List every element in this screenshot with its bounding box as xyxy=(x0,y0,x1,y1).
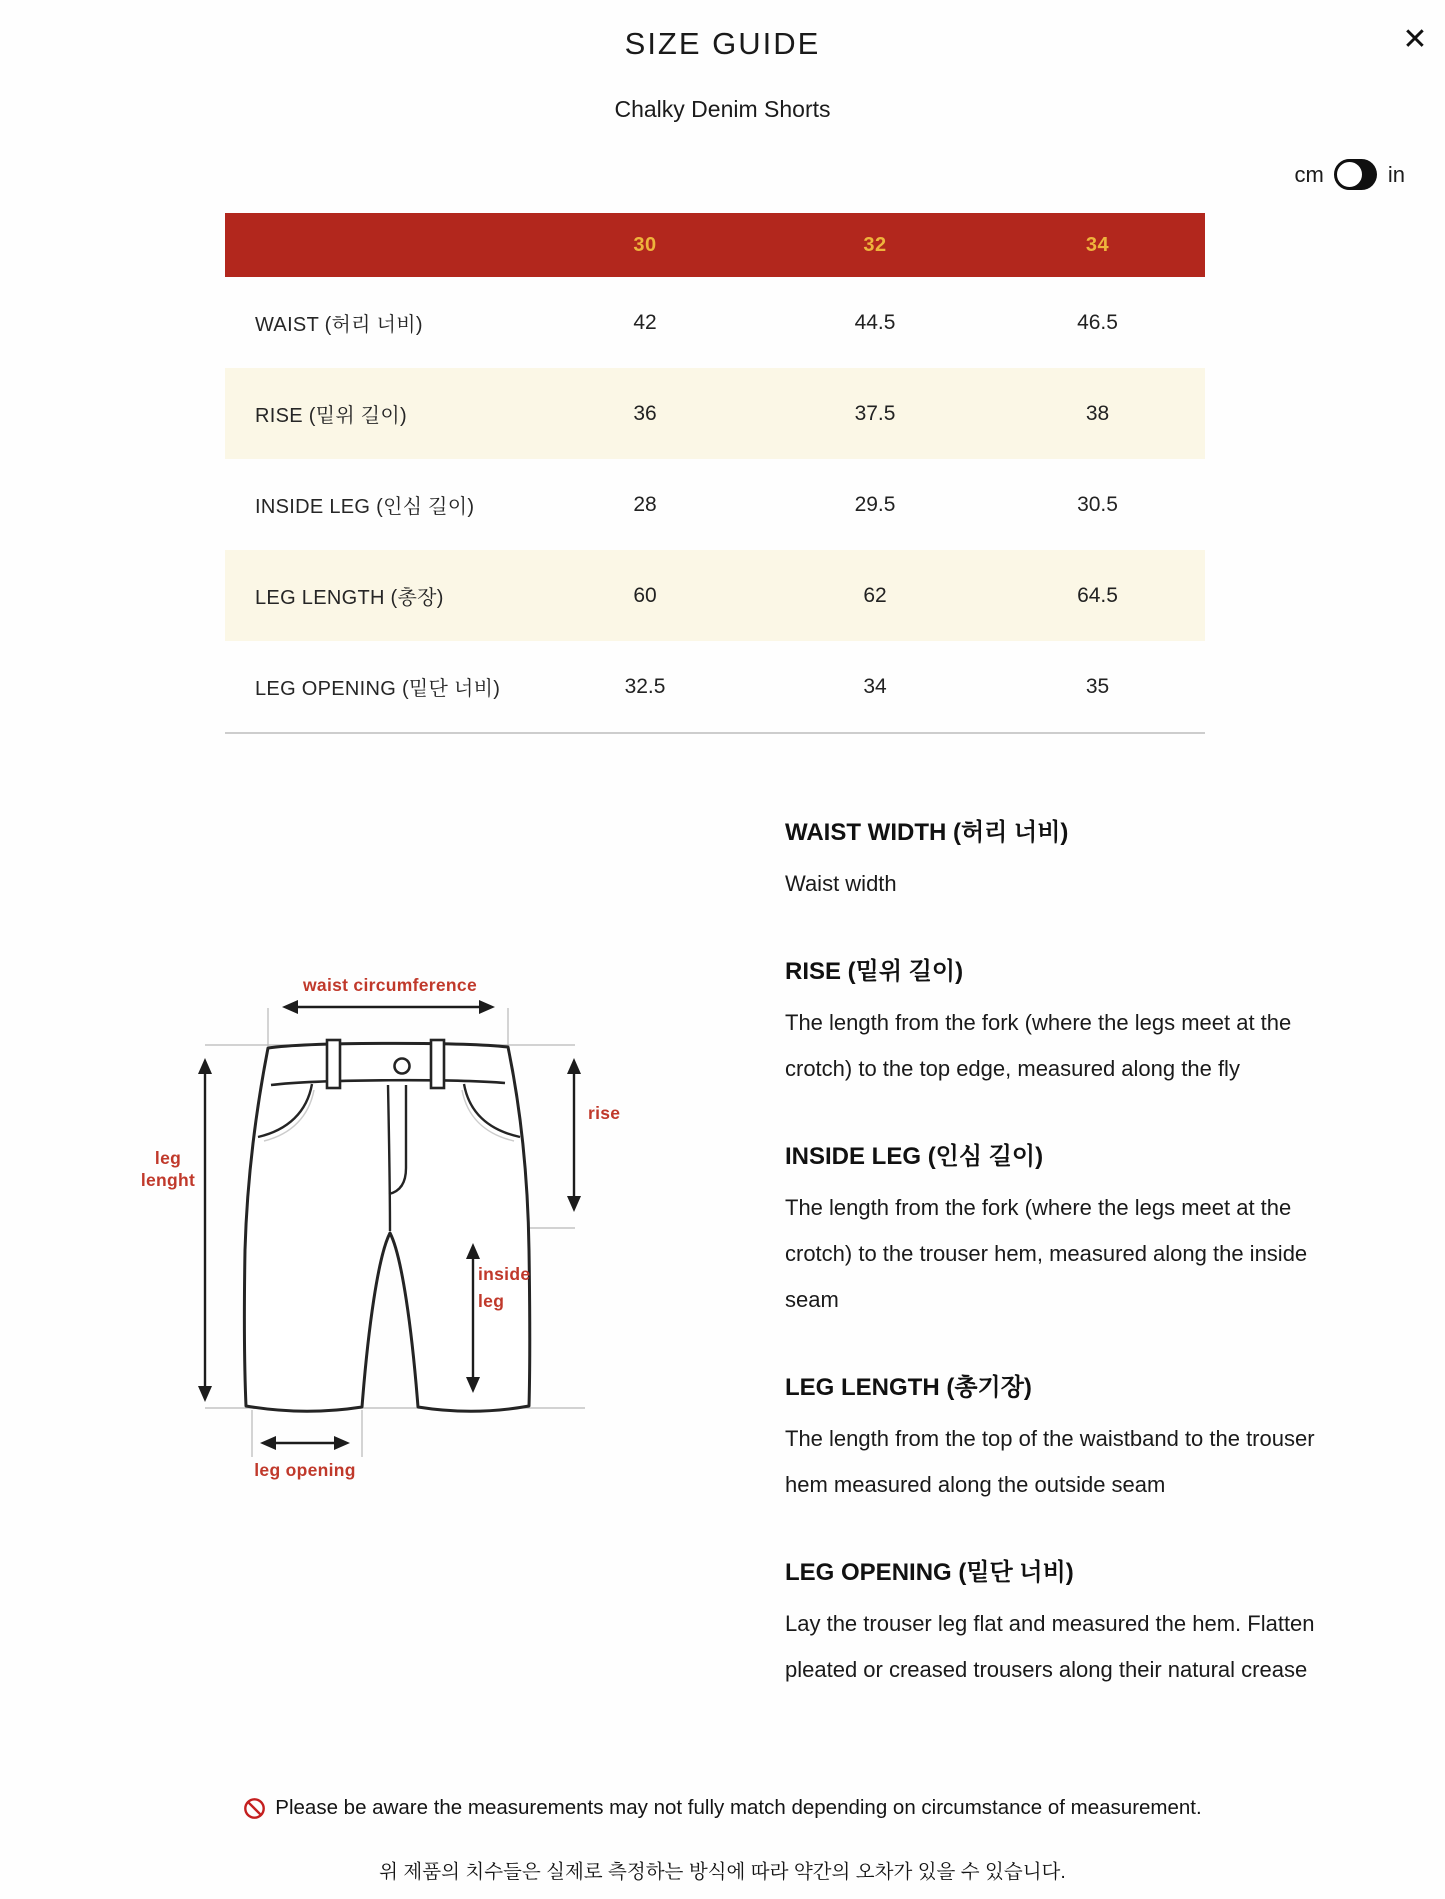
desc-body: The length from the top of the waistband to the trouser hem measured along the outside seam xyxy=(785,1426,1315,1497)
cell-value: 60 xyxy=(633,583,657,607)
cell-value: 42 xyxy=(633,310,657,334)
row-label: LEG LENGTH (총장) xyxy=(255,587,444,609)
table-row-rise xyxy=(225,368,1205,459)
desc-body: Waist width xyxy=(785,871,897,896)
cell-value: 64.5 xyxy=(1077,583,1118,607)
shorts-outline xyxy=(244,1040,529,1411)
size-table-header xyxy=(225,213,1205,277)
cell-value: 30.5 xyxy=(1077,492,1118,516)
size-header-30: 30 xyxy=(633,233,657,256)
cell-value: 28 xyxy=(633,492,657,516)
notice-korean: 위 제품의 치수들은 실제로 측정하는 방식에 따라 약간의 오차가 있을 수 있습니다. xyxy=(379,1861,1066,1883)
cell-value: 44.5 xyxy=(854,310,896,334)
cell-value: 46.5 xyxy=(1077,310,1118,334)
belt-loop-right xyxy=(431,1040,444,1088)
close-icon[interactable]: ✕ xyxy=(1402,23,1428,56)
in-label: in xyxy=(1387,161,1405,187)
desc-body: Lay the trouser leg flat and measured the hem. Flatten pleated or creased trousers along their natural crease xyxy=(785,1611,1315,1682)
size-header-34: 34 xyxy=(1085,233,1110,256)
cell-value: 36 xyxy=(633,401,657,425)
row-label: INSIDE LEG (인심 길이) xyxy=(255,496,475,518)
notice-text: Please be aware the measurements may not fully match depending on circumstance of measurement. xyxy=(275,1796,1202,1819)
desc-waist-width xyxy=(785,818,1325,907)
cell-value: 37.5 xyxy=(854,401,896,425)
cm-label: cm xyxy=(1294,161,1324,187)
desc-heading: LEG LENGTH (총기장) xyxy=(785,1374,1032,1401)
desc-leg-length xyxy=(785,1373,1325,1508)
cell-value: 34 xyxy=(863,674,887,698)
inside-leg-label-line2: leg xyxy=(478,1291,505,1311)
cell-value: 29.5 xyxy=(854,492,896,516)
row-label: RISE (밑위 길이) xyxy=(255,405,407,427)
table-row-inside-leg xyxy=(225,459,1205,550)
desc-body: The length from the fork (where the legs meet at the crotch) to the trouser hem, measured along the inside seam xyxy=(785,1195,1308,1312)
waist-circumference-label: waist circumference xyxy=(303,975,477,995)
leg-length-label-line2: lenght xyxy=(140,1170,196,1190)
desc-heading: WAIST WIDTH (허리 너비) xyxy=(785,819,1069,846)
row-label: LEG OPENING (밑단 너비) xyxy=(255,678,501,700)
cell-value: 38 xyxy=(1085,401,1110,425)
measurement-descriptions xyxy=(785,818,1325,1743)
unit-toggle-switch[interactable] xyxy=(1335,159,1377,190)
desc-inside-leg xyxy=(785,1142,1325,1323)
desc-body: The length from the fork (where the legs meet at the crotch) to the top edge, measured along the fly xyxy=(785,1010,1292,1081)
waist-button xyxy=(395,1059,410,1074)
leg-opening-label: leg opening xyxy=(254,1460,356,1480)
cell-value: 35 xyxy=(1085,674,1110,698)
cell-value: 62 xyxy=(863,583,887,607)
size-header-32: 32 xyxy=(863,233,887,256)
desc-heading: INSIDE LEG (인심 길이) xyxy=(785,1143,1044,1170)
no-entry-icon xyxy=(243,1797,266,1820)
row-label: WAIST (허리 너비) xyxy=(255,314,423,336)
table-row-leg-opening xyxy=(225,641,1205,732)
measurement-notice xyxy=(0,1796,1445,1820)
size-table xyxy=(225,213,1205,734)
desc-heading: LEG OPENING (밑단 너비) xyxy=(785,1559,1074,1586)
table-row-waist xyxy=(225,277,1205,368)
toggle-knob xyxy=(1334,159,1365,190)
table-row-leg-length xyxy=(225,550,1205,641)
inside-leg-label-line1: inside xyxy=(478,1264,531,1284)
page-title: SIZE GUIDE xyxy=(624,26,821,61)
leg-length-label-line1: leg xyxy=(154,1148,182,1168)
product-name: Chalky Denim Shorts xyxy=(614,96,831,122)
desc-leg-opening xyxy=(785,1558,1325,1693)
desc-rise xyxy=(785,957,1325,1092)
shorts-measurement-diagram xyxy=(130,960,680,1500)
rise-label: rise xyxy=(588,1103,621,1123)
cell-value: 32.5 xyxy=(624,674,666,698)
desc-heading: RISE (밑위 길이) xyxy=(785,958,964,985)
belt-loop-left xyxy=(327,1040,340,1088)
unit-toggle[interactable] xyxy=(1295,159,1405,190)
